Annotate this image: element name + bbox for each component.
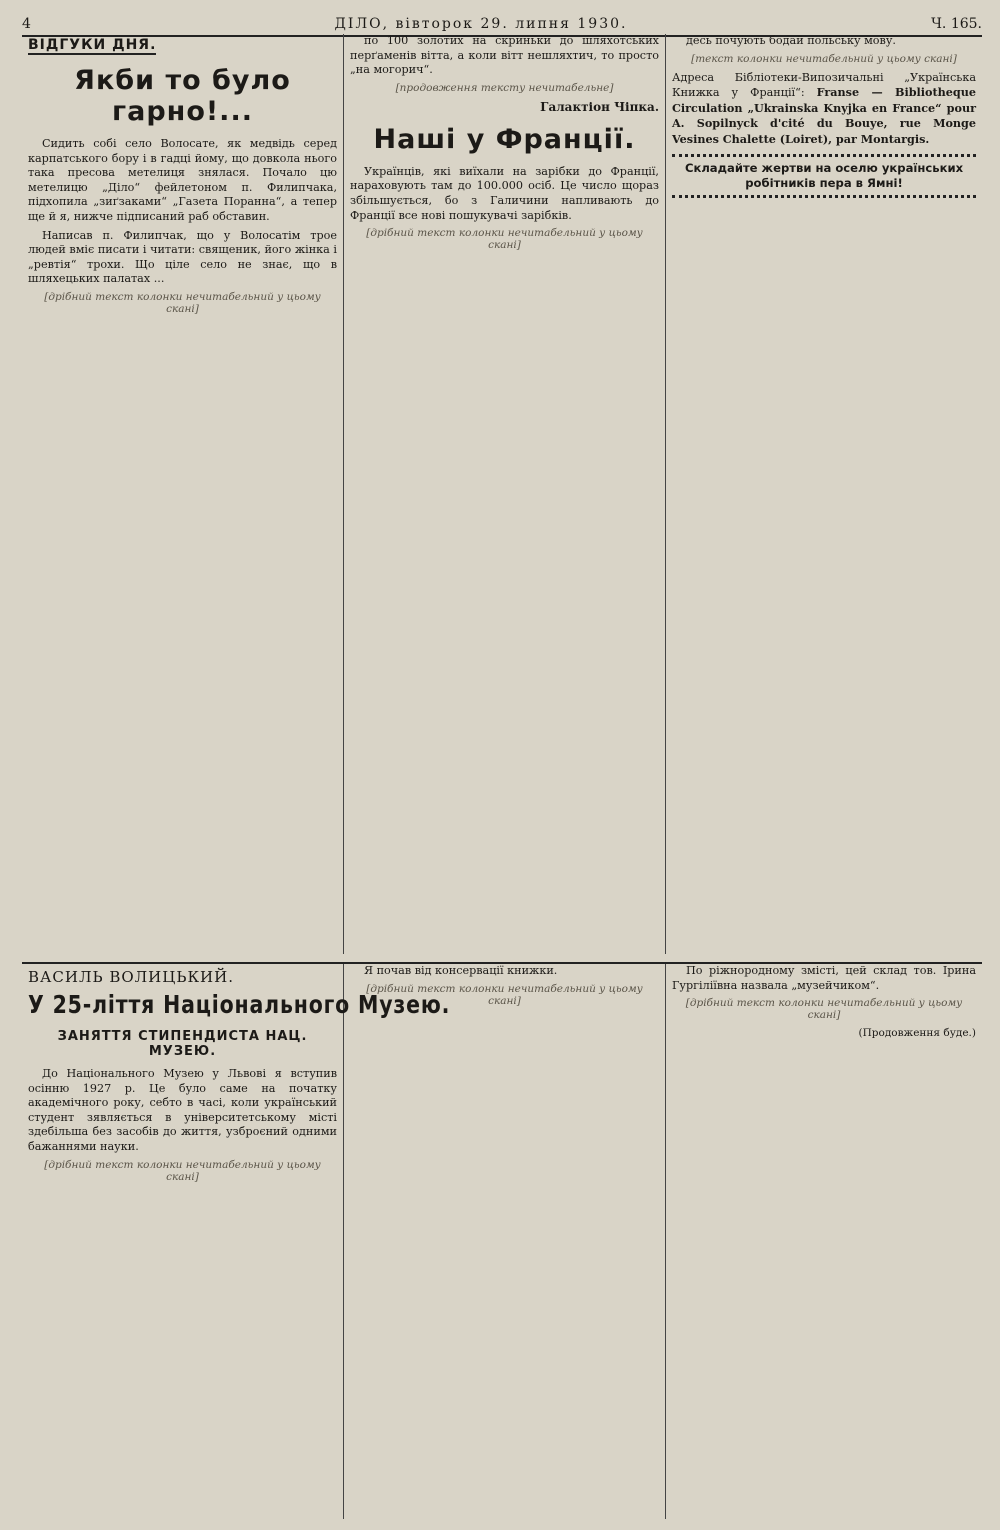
signature: Галактіон Чіпка.	[540, 99, 659, 114]
illegible-note: [дрібний текст колонки нечитабельний у цьому скані]	[44, 1158, 321, 1183]
address-intro: Адреса Бібліотеки-Випозичальні „Українська Книжка у Франції“:	[672, 70, 976, 100]
illegible-note: [дрібний текст колонки нечитабельний у цьому скані]	[366, 982, 643, 1007]
top-band	[22, 34, 982, 954]
paragraph: По ріжнородному змісті, цей склад тов. Ірина Гургіліївна назвала „музейчиком“.	[672, 964, 976, 992]
column-5	[344, 964, 666, 1519]
rubric: ВІДГУКИ ДНЯ.	[28, 37, 157, 53]
masthead	[22, 6, 982, 37]
issue-number: Ч. 165.	[931, 16, 982, 32]
library-address	[672, 71, 976, 148]
illegible-note: [дрібний текст колонки нечитабельний у цьому скані]	[44, 290, 321, 315]
column-1	[22, 34, 344, 954]
continued-note: (Продовження буде.)	[858, 1027, 976, 1040]
illegible-note: [продовження тексту нечитабельне]	[395, 81, 614, 94]
paragraph: десь почують бодай польську мову.	[686, 34, 896, 47]
page-number: 4	[22, 16, 31, 32]
headline-museum: У 25-ліття Національного Музею.	[28, 990, 451, 1019]
masthead-title: ДІЛО, вівторок 29. липня 1930.	[334, 16, 628, 32]
column-6	[666, 964, 982, 1519]
subheadline: ЗАНЯТТЯ СТИПЕНДИСТА НАЦ. МУЗЕЮ.	[57, 1029, 308, 1059]
donation-banner: Складайте жертви на оселю українських робітників пера в Ямні!	[672, 154, 976, 198]
paragraph: До Національного Музею у Львові я вступив осінню 1927 р. Це було саме на початку академічного року, себто в часі, коли український студент зявляється в університетському місті здебільша без засобів до життя, узброєний одними бажаннями науки.	[28, 1067, 337, 1153]
illegible-note: [дрібний текст колонки нечитабельний у цьому скані]	[366, 227, 643, 252]
column-4	[22, 964, 451, 1519]
paragraph: по 100 золотих на скриньки до шляхотських перґаменів вітта, а коли вітт нешляхтич, то просто „на могорич“.	[350, 34, 659, 77]
illegible-note: [дрібний текст колонки нечитабельний у цьому скані]	[685, 997, 963, 1022]
paragraph: Українців, які виїхали на зарібки до Франції, нараховують там до 100.000 осіб. Це число щораз збільшується, бо з Галичини напливають до Франції все нові пошукувачі зарібків.	[350, 164, 659, 222]
paragraph: Написав п. Филипчак, що у Волосатім трое людей вміє писати і читати: священик, його жінка і „ревтія“ трохи. Що ціле село не знає, що в шляхецьких палатах ...	[28, 228, 337, 286]
headline-nashi-u-frantsii: Наші у Франції.	[373, 123, 636, 155]
paragraph: Сидить собі село Волосате, як медвідь серед карпатського бору і в гадці йому, що довкола нього така пресова метелиця знялася. Почало цю метелицю „Діло“ фейлетоном п. Филипчака, підхопила „зиґзаками“ „Газета Поранна“, а тепер ще й я, нижче підписаний раб обставин.	[28, 137, 337, 223]
paragraph: Я почав від консервації книжки.	[364, 964, 558, 977]
illegible-note: [текст колонки нечитабельний у цьому скані]	[691, 52, 957, 65]
headline-yakby: Якби то було гарно!...	[74, 65, 291, 127]
address-french: Franse — Bibliotheque Circulation „Ukrainska Knyjka en France“ pour A. Sopilnyck d'cité du Bouye, rue Monge Vesines Chalette (Loiret), par Montargis.	[672, 85, 976, 146]
article-author: ВАСИЛЬ ВОЛИЦЬКИЙ.	[28, 968, 234, 986]
column-2	[344, 34, 666, 954]
bottom-band	[22, 962, 982, 1519]
column-3	[666, 34, 982, 954]
